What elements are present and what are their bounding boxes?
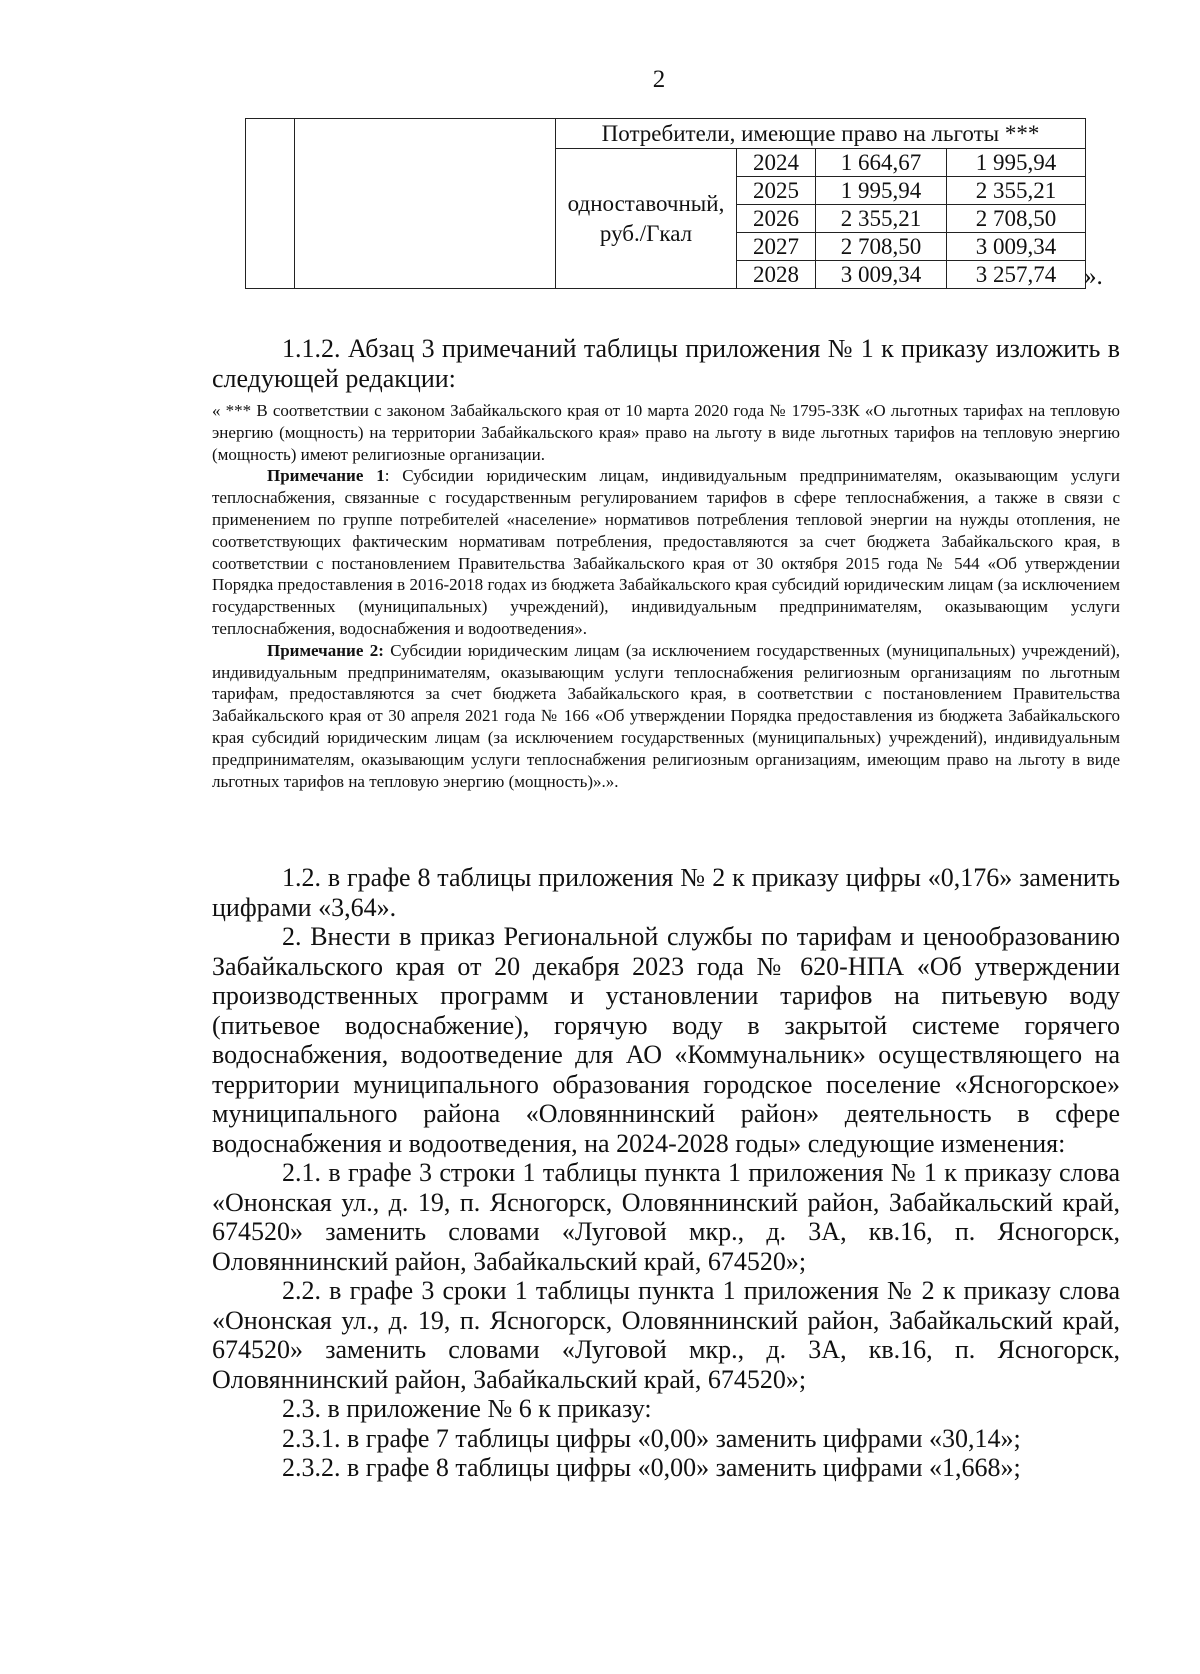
note-2 <box>212 640 1120 793</box>
notes-block <box>212 400 1120 792</box>
paragraph: 2.2. в графе 3 сроки 1 таблицы пункта 1 приложения № 2 к приказу слова «Ононская ул., д. 19, п. Ясногорск, Оловяннинский район, Забайкальский край, 674520» заменить словами «Луговой мкр., д. 3А, кв.16, п. Ясногорск, Оловяннинский район, Забайкальский край, 674520»; <box>212 1276 1120 1394</box>
paragraph: 1.1.2. Абзац 3 примечаний таблицы приложения № 1 к приказу изложить в следующей редакции: <box>212 334 1120 393</box>
tariff-table <box>245 118 1086 289</box>
value-cell: 3 009,34 <box>947 233 1086 261</box>
paragraph: 2.1. в графе 3 строки 1 таблицы пункта 1 приложения № 1 к приказу слова «Ононская ул., д. 19, п. Ясногорск, Оловяннинский район, Забайкальский край, 674520» заменить словами «Луговой мкр., д. 3А, кв.16, п. Ясногорск, Оловяннинский район, Забайкальский край, 674520»; <box>212 1158 1120 1276</box>
paragraph: 2.3.2. в графе 8 таблицы цифры «0,00» заменить цифрами «1,668»; <box>282 1453 1021 1482</box>
year-cell: 2024 <box>737 149 816 177</box>
section-1-1-2 <box>212 334 1120 393</box>
value-cell: 2 708,50 <box>816 233 947 261</box>
year-cell: 2026 <box>737 205 816 233</box>
value-cell: 1 995,94 <box>947 149 1086 177</box>
paragraph: 2.3. в приложение № 6 к приказу: <box>282 1394 652 1423</box>
empty-cell <box>295 119 556 289</box>
tariff-name: одноставочный, руб./Гкал <box>556 149 737 289</box>
value-cell: 3 257,74 <box>947 261 1086 289</box>
note-label: Примечание 1 <box>267 466 385 486</box>
page-number: 2 <box>652 66 666 93</box>
note-label: Примечание 2: <box>267 640 384 660</box>
empty-cell <box>246 119 295 289</box>
note-text: : Субсидии юридическим лицам, индивидуальным предпринимателям, оказывающим услуги теплоснабжения, связанные с государственным регулированием тарифов в сфере теплоснабжения, а также в связи с применением по группе потребителей «население» нормативов потребления тепловой энергии на нужды отопления, не соответствующих фактическим нормативам потребления, предоставляются за счет бюджета Забайкальского края, в соответствии с постановлением Правительства Забайкальского края от 30 октября 2015 года № 544 «Об утверждении Порядка предоставления в 2016-2018 годах из бюджета Забайкальского края субсидий юридическим лицам (за исключением государственных (муниципальных) учреждений), индивидуальным предпринимателям, оказывающим услуги теплоснабжения, водоснабжения и водоотведения». <box>212 466 1120 638</box>
paragraph: 2. Внести в приказ Региональной службы по тарифам и ценообразованию Забайкальского края от 20 декабря 2023 года № 620-НПА «Об утверждении производственных программ и установлении тарифов на питьевую воду (питьевое водоснабжение), горячую воду в закрытой системе горячего водоснабжения, водоотведение для АО «Коммунальник» осуществляющего на территории муниципального образования городское поселение «Ясногорское» муниципального района «Оловяннинский район» деятельность в сфере водоснабжения и водоотведения, на 2024-2028 годы» следующие изменения: <box>212 922 1120 1158</box>
paragraph: 2.3.1. в графе 7 таблицы цифры «0,00» заменить цифрами «30,14»; <box>282 1423 1021 1453</box>
value-cell: 2 708,50 <box>947 205 1086 233</box>
table-close-quote: ». <box>1084 263 1103 290</box>
value-cell: 1 664,67 <box>816 149 947 177</box>
note-stars: « *** В соответствии с законом Забайкальского края от 10 марта 2020 года № 1795-ЗЗК «О льготных тарифах на тепловую энергию (мощность) на территории Забайкальского края» право на льготу в виде льготных тарифов на тепловую энергию (мощность) имеют религиозные организации. <box>212 401 1120 464</box>
value-cell: 2 355,21 <box>947 177 1086 205</box>
main-text <box>212 863 1120 1483</box>
note-text: Субсидии юридическим лицам (за исключением государственных (муниципальных) учреждений), индивидуальным предпринимателям, оказывающим услуги теплоснабжения религиозным организациям по льготным тарифам, предоставляются за счет бюджета Забайкальского края, в соответствии с постановлением Правительства Забайкальского края от 30 апреля 2021 года № 166 «Об утверждении Порядка предоставления из бюджета Забайкальского края субсидий юридическим лицам (за исключением государственных (муниципальных) учреждений), индивидуальным предпринимателям, оказывающим услуги теплоснабжения религиозным организациям, имеющим право на льготу в виде льготных тарифов на тепловую энергию (мощность)».». <box>212 640 1120 791</box>
value-cell: 2 355,21 <box>816 205 947 233</box>
table-header: Потребители, имеющие право на льготы *** <box>556 119 1086 149</box>
year-cell: 2028 <box>737 261 816 289</box>
year-cell: 2027 <box>737 233 816 261</box>
year-cell: 2025 <box>737 177 816 205</box>
paragraph: 1.2. в графе 8 таблицы приложения № 2 к приказу цифры «0,176» заменить цифрами «3,64». <box>212 863 1120 922</box>
note-1 <box>212 465 1120 639</box>
value-cell: 3 009,34 <box>816 261 947 289</box>
value-cell: 1 995,94 <box>816 177 947 205</box>
